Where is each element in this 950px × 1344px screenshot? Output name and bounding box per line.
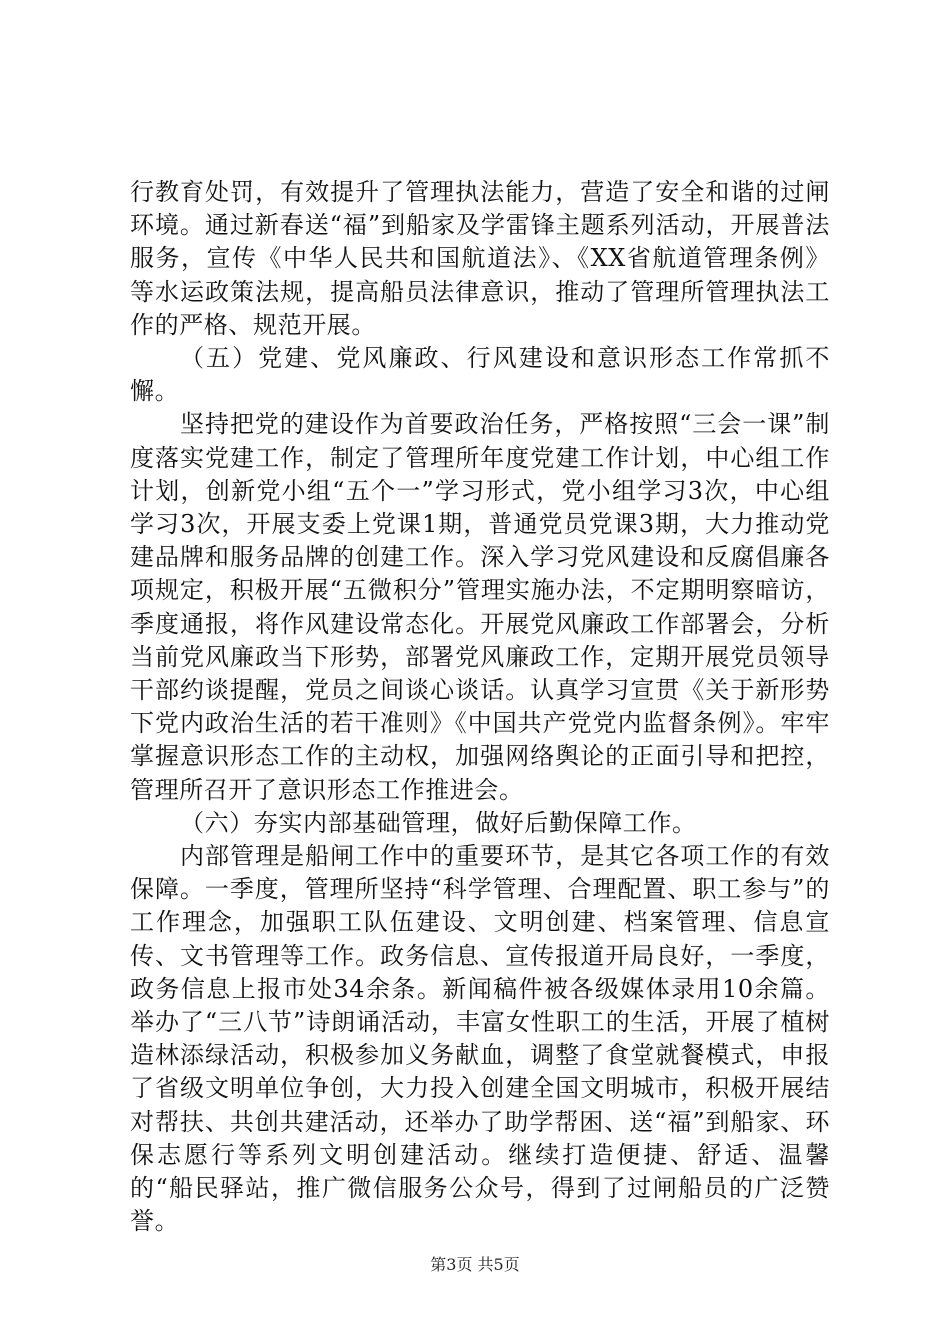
paragraph-party-building: 坚持把党的建设作为首要政治任务，严格按照“三会一课”制度落实党建工作，制定了管理所年度党建工作计划，中心组工作计划，创新党小组“五个一”学习形式，党小组学习3次，中心组学习3次，开展支委上党课1期，普通党员党课3期，大力推动党建品牌和服务品牌的创建工作。深入学习党风建设和反腐倡廉各项规定，积极开展“五微积分”管理实施办法，不定期明察暗访，季度通报，将作风建设常态化。开展党风廉政工作部署会，分析当前党风廉政当下形势，部署党风廉政工作，定期开展党员领导干部约谈提醒，党员之间谈心谈话。认真学习宣贯《关于新形势下党内政治生活的若干准则》《中国共产党党内监督条例》。牢牢掌握意识形态工作的主动权，加强网络舆论的正面引导和把控，管理所召开了意识形态工作推进会。 [130,410,830,804]
section-heading-party-building: （五）党建、党风廉政、行风建设和意识形态工作常抓不懈。 [130,344,830,406]
paragraph-internal-management: 内部管理是船闸工作中的重要环节，是其它各项工作的有效保障。一季度，管理所坚持“科学管理、合理配置、职工参与”的工作理念，加强职工队伍建设、文明创建、档案管理、信息宣传、文书管理等工作。政务信息、宣传报道开局良好，一季度，政务信息上报市处34余条。新闻稿件被各级媒体录用10余篇。举办了“三八节”诗朗诵活动，丰富女性职工的生活，开展了植树造林添绿活动，积极参加义务献血，调整了食堂就餐模式，申报了省级文明单位争创，大力投入创建全国文明城市，积极开展结对帮扶、共创共建活动，还举办了助学帮困、送“福”到船家、环保志愿行等系列文明创建活动。继续打造便捷、舒适、温馨的“船民驿站，推广微信服务公众号，得到了过闸船员的广泛赞誉。 [130,842,830,1236]
section-heading-internal-management: （六）夯实内部基础管理，做好后勤保障工作。 [180,808,697,837]
page-number-footer: 第3页 共5页 [430,1255,520,1274]
paragraph-law-enforcement: 行教育处罚，有效提升了管理执法能力，营造了安全和谐的过闸环境。通过新春送“福”到船家及学雷锋主题系列活动，开展普法服务，宣传《中华人民共和国航道法》、《XX省航道管理条例》等水运政策法规，提高船员法律意识，推动了管理所管理执法工作的严格、规范开展。 [130,178,830,339]
document-body [130,176,830,1239]
